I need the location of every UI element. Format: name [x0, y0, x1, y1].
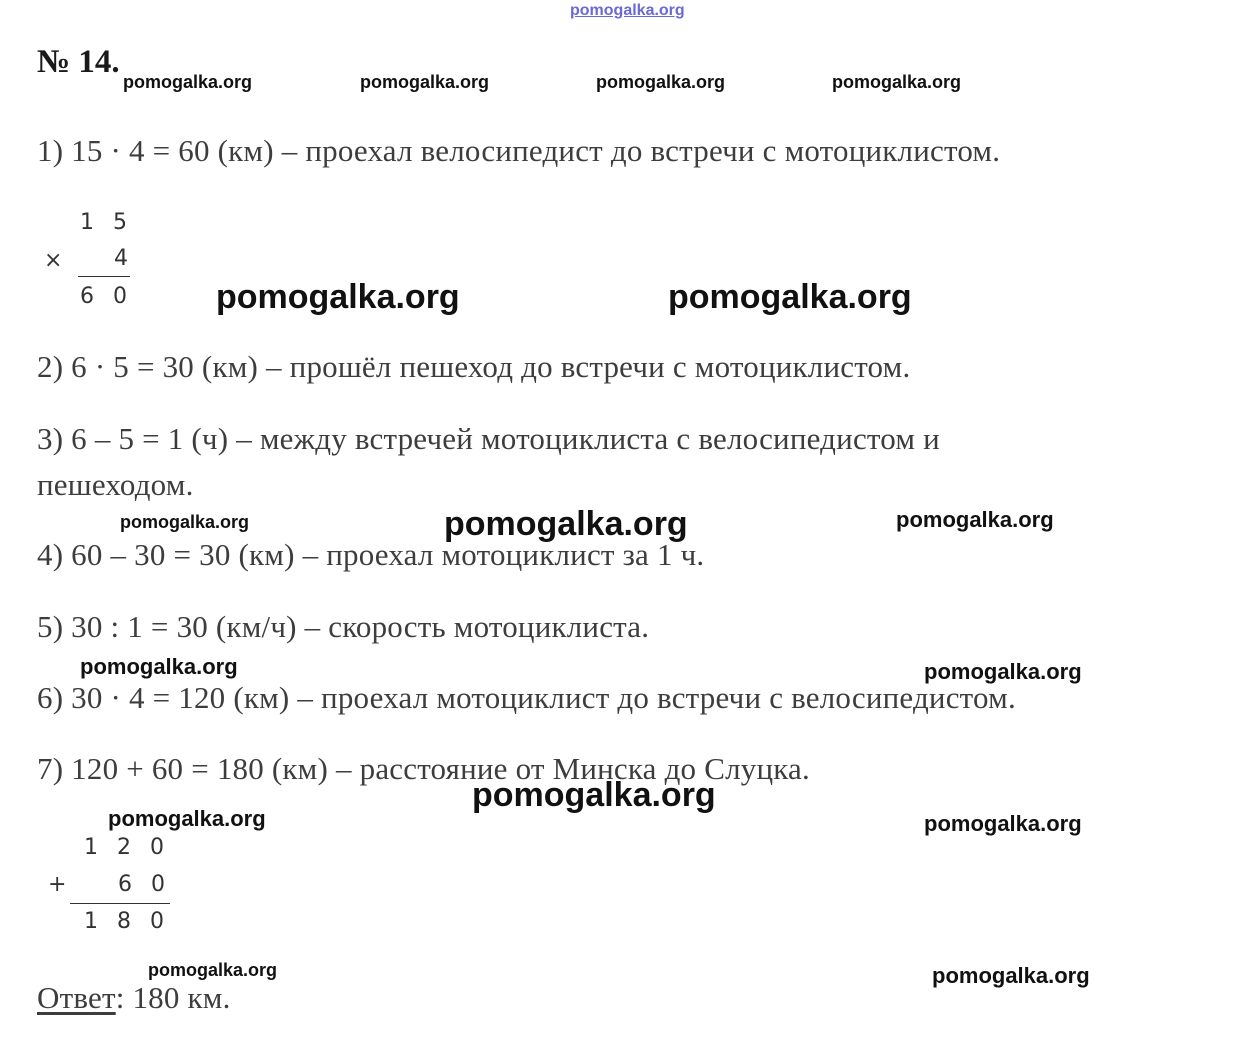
- solution-step-7: 7) 120 + 60 = 180 (км) – расстояние от Минска до Слуцка.: [37, 751, 810, 786]
- watermark: pomogalka.org: [668, 278, 912, 316]
- solution-step-3-continued: пешеходом.: [37, 467, 194, 502]
- multiplication-result: 6 0: [80, 284, 133, 309]
- addend-2: 6 0: [118, 872, 171, 897]
- watermark: pomogalka.org: [596, 72, 726, 92]
- problem-title: № 14.: [37, 44, 120, 80]
- watermark: pomogalka.org: [924, 659, 1082, 684]
- answer-label: Ответ: [37, 980, 116, 1015]
- addition-result: 1 8 0: [84, 909, 170, 934]
- watermark: pomogalka.org: [120, 512, 250, 532]
- watermark: pomogalka.org: [360, 72, 490, 92]
- solution-step-6: 6) 30 · 4 = 120 (км) – проехал мотоциклист до встречи с велосипедистом.: [37, 680, 1016, 715]
- answer-value: : 180 км.: [115, 980, 231, 1015]
- multiplier: 4: [114, 246, 128, 271]
- addition-line: [70, 903, 170, 904]
- plus-sign: +: [48, 872, 67, 897]
- solution-step-2: 2) 6 · 5 = 30 (км) – прошёл пешеход до встречи с мотоциклистом.: [37, 349, 911, 384]
- multiplication-line: [78, 276, 130, 277]
- watermark: pomogalka.org: [896, 507, 1054, 532]
- solution-step-3: 3) 6 – 5 = 1 (ч) – между встречей мотоциклиста с велосипедистом и: [37, 421, 940, 456]
- multiply-sign: ×: [44, 248, 63, 273]
- watermark: pomogalka.org: [472, 776, 716, 814]
- watermark: pomogalka.org: [123, 72, 253, 92]
- watermark: pomogalka.org: [832, 72, 962, 92]
- answer: [37, 980, 231, 1016]
- solution-step-4: 4) 60 – 30 = 30 (км) – проехал мотоциклист за 1 ч.: [37, 537, 705, 572]
- multiplicand: 1 5: [80, 210, 133, 235]
- watermark: pomogalka.org: [932, 963, 1090, 988]
- watermark: pomogalka.org: [216, 278, 460, 316]
- watermark-top[interactable]: pomogalka.org: [570, 2, 685, 19]
- watermark: pomogalka.org: [444, 505, 688, 543]
- solution-step-1: 1) 15 · 4 = 60 (км) – проехал велосипедист до встречи с мотоциклистом.: [37, 133, 1001, 168]
- watermark: pomogalka.org: [108, 806, 266, 831]
- watermark: pomogalka.org: [80, 654, 238, 679]
- watermark: pomogalka.org: [148, 960, 278, 980]
- addend-1: 1 2 0: [84, 835, 170, 860]
- solution-step-5: 5) 30 : 1 = 30 (км/ч) – скорость мотоциклиста.: [37, 609, 650, 644]
- watermark: pomogalka.org: [924, 811, 1082, 836]
